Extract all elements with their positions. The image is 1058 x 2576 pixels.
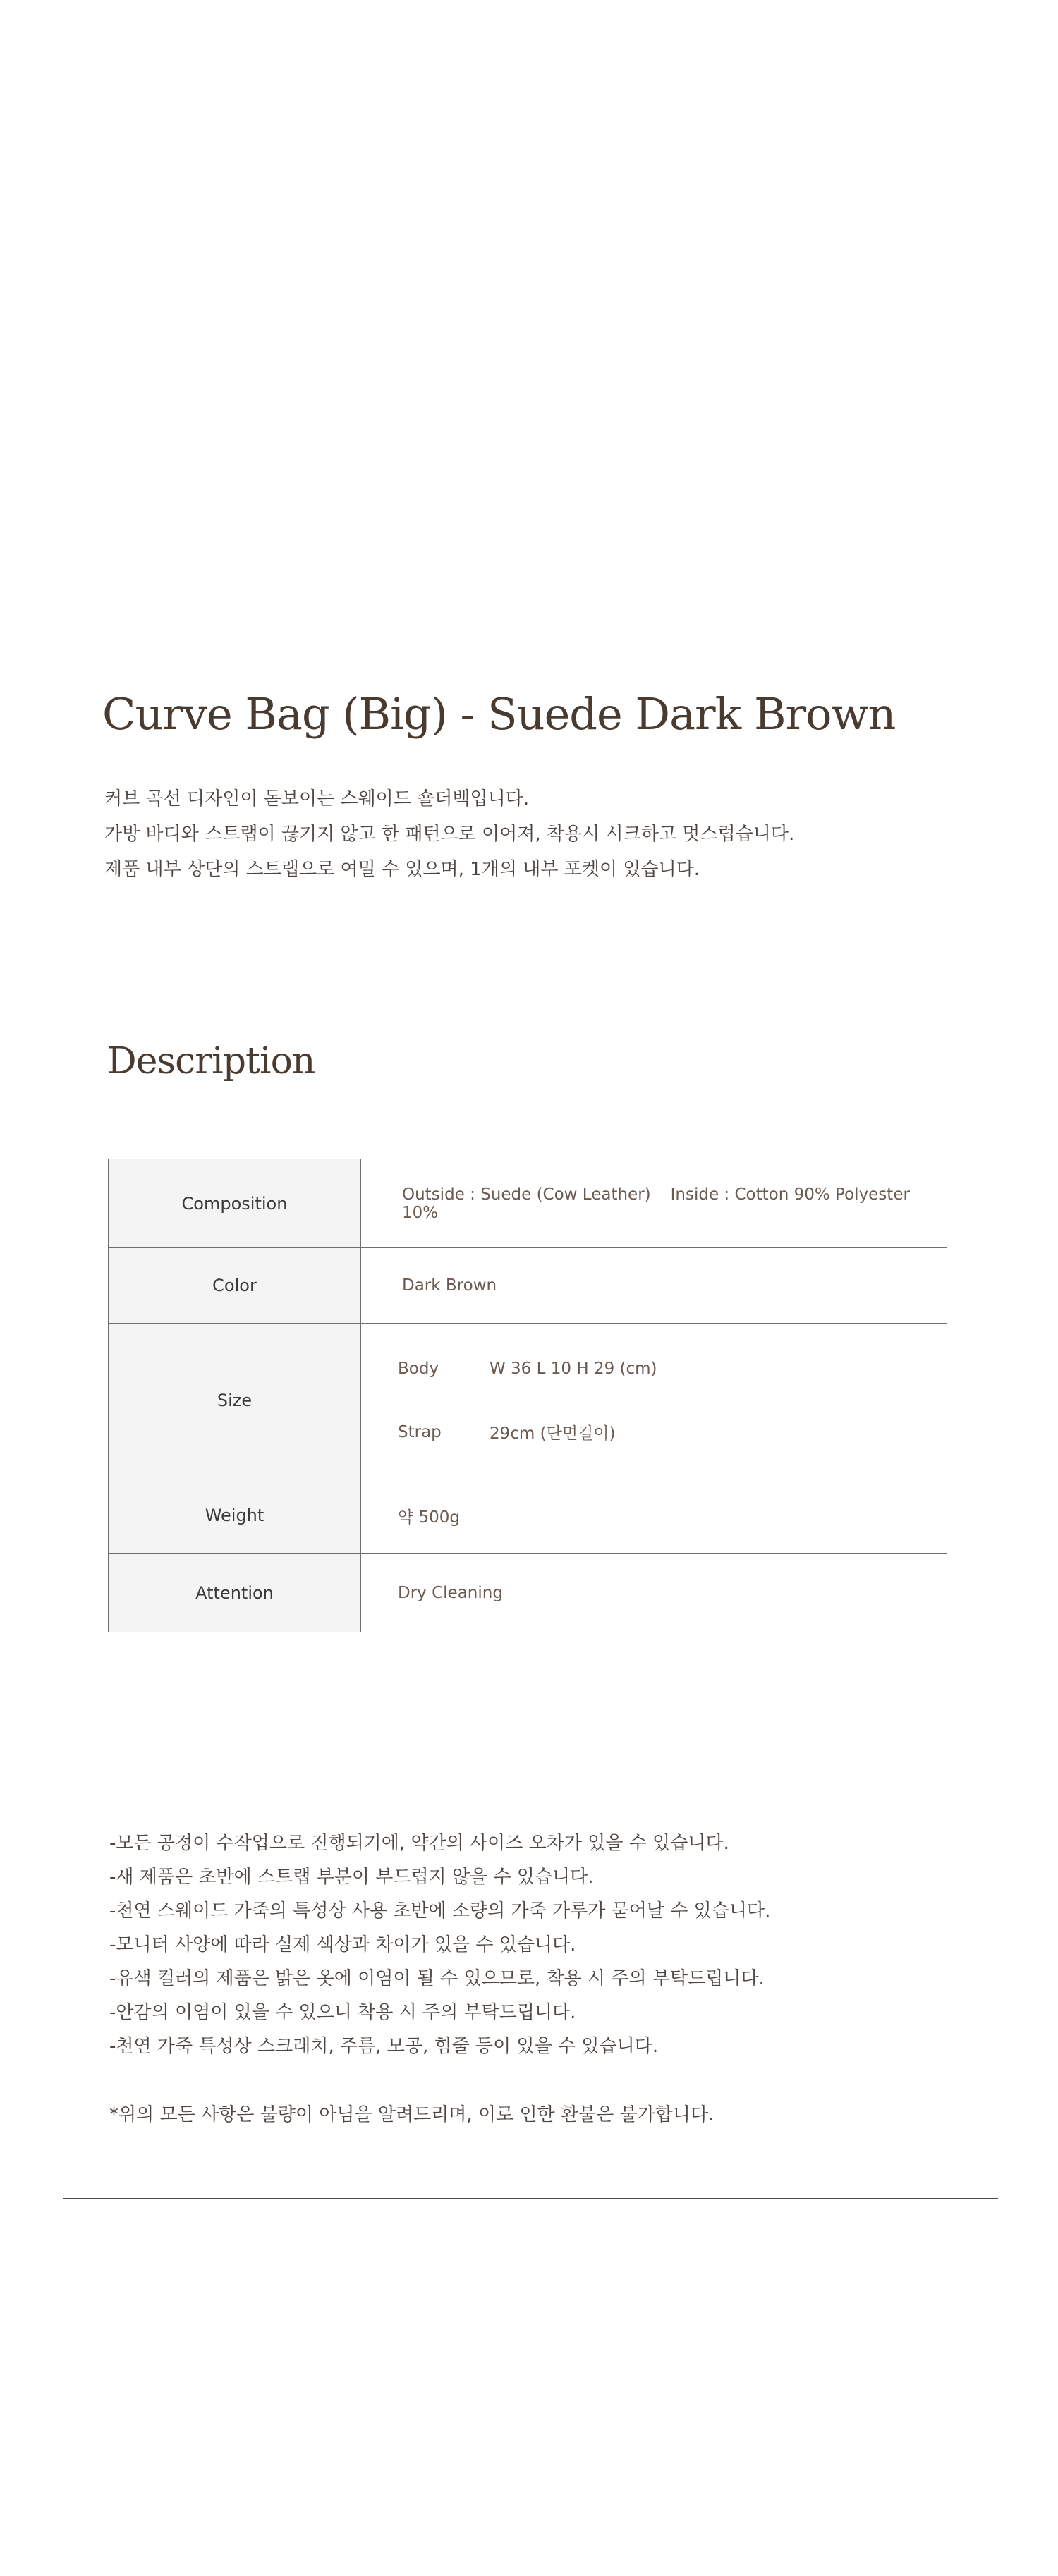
spec-value-weight: 약 500g [361, 1477, 947, 1554]
size-strap-value: 29cm (단면길이) [490, 1424, 616, 1443]
note-line: -유색 컬러의 제품은 밝은 옷에 이염이 될 수 있으므로, 착용 시 주의 부탁드립니다. [109, 1968, 765, 1989]
spec-row-size [109, 1324, 947, 1477]
note-line: -천연 가죽 특성상 스크래치, 주름, 모공, 힘줄 등이 있을 수 있습니다. [109, 2036, 659, 2057]
composition-inside: Inside : Cotton 90% Polyester 10% [402, 1185, 910, 1222]
intro-line: 가방 바디와 스트랩이 끊기지 않고 한 패턴으로 이어져, 착용시 시크하고 멋스럽습니다. [104, 824, 795, 845]
spec-row-color [109, 1248, 947, 1324]
size-body-value: W 36 L 10 H 29 (cm) [490, 1359, 657, 1378]
composition-outside: Outside : Suede (Cow Leather) [402, 1185, 651, 1204]
note-line: -모니터 사양에 따라 실제 색상과 차이가 있을 수 있습니다. [109, 1934, 576, 1955]
divider [63, 2198, 998, 2199]
product-intro [104, 781, 965, 887]
spec-row-attention [109, 1554, 947, 1632]
spec-value-composition [361, 1159, 947, 1248]
description-heading: Description [107, 1040, 315, 1082]
care-notes [109, 1826, 991, 2063]
note-line: -천연 스웨이드 가죽의 특성상 사용 초반에 소량의 가죽 가루가 묻어날 수 있습니다. [109, 1900, 771, 1922]
size-body-label: Body [398, 1359, 439, 1378]
spec-value-attention: Dry Cleaning [361, 1554, 947, 1632]
spec-label-weight: Weight [109, 1477, 361, 1554]
intro-line: 커브 곡선 디자인이 돋보이는 스웨이드 숄더백입니다. [104, 788, 530, 810]
product-title: Curve Bag (Big) - Suede Dark Brown [102, 688, 896, 740]
note-line: -모든 공정이 수작업으로 진행되기에, 약간의 사이즈 오차가 있을 수 있습니다. [109, 1833, 729, 1854]
spec-value-color: Dark Brown [361, 1248, 947, 1324]
size-body-line [398, 1337, 947, 1400]
spec-label-attention: Attention [109, 1554, 361, 1632]
size-strap-line [398, 1400, 947, 1464]
spec-label-size: Size [109, 1324, 361, 1477]
intro-line: 제품 내부 상단의 스트랩으로 여밀 수 있으며, 1개의 내부 포켓이 있습니다. [104, 859, 700, 880]
note-line: -새 제품은 초반에 스트랩 부분이 부드럽지 않을 수 있습니다. [109, 1867, 594, 1888]
note-line: -안감의 이염이 있을 수 있으니 착용 시 주의 부탁드립니다. [109, 2002, 576, 2023]
spec-label-color: Color [109, 1248, 361, 1324]
spec-value-size [361, 1324, 947, 1477]
spec-table [108, 1159, 947, 1632]
size-strap-label: Strap [398, 1422, 442, 1441]
spec-row-weight [109, 1477, 947, 1554]
spec-row-composition [109, 1159, 947, 1248]
spec-label-composition: Composition [109, 1159, 361, 1248]
disclaimer: *위의 모든 사항은 불량이 아님을 알려드리며, 이로 인한 환불은 불가합니다. [109, 2104, 715, 2125]
